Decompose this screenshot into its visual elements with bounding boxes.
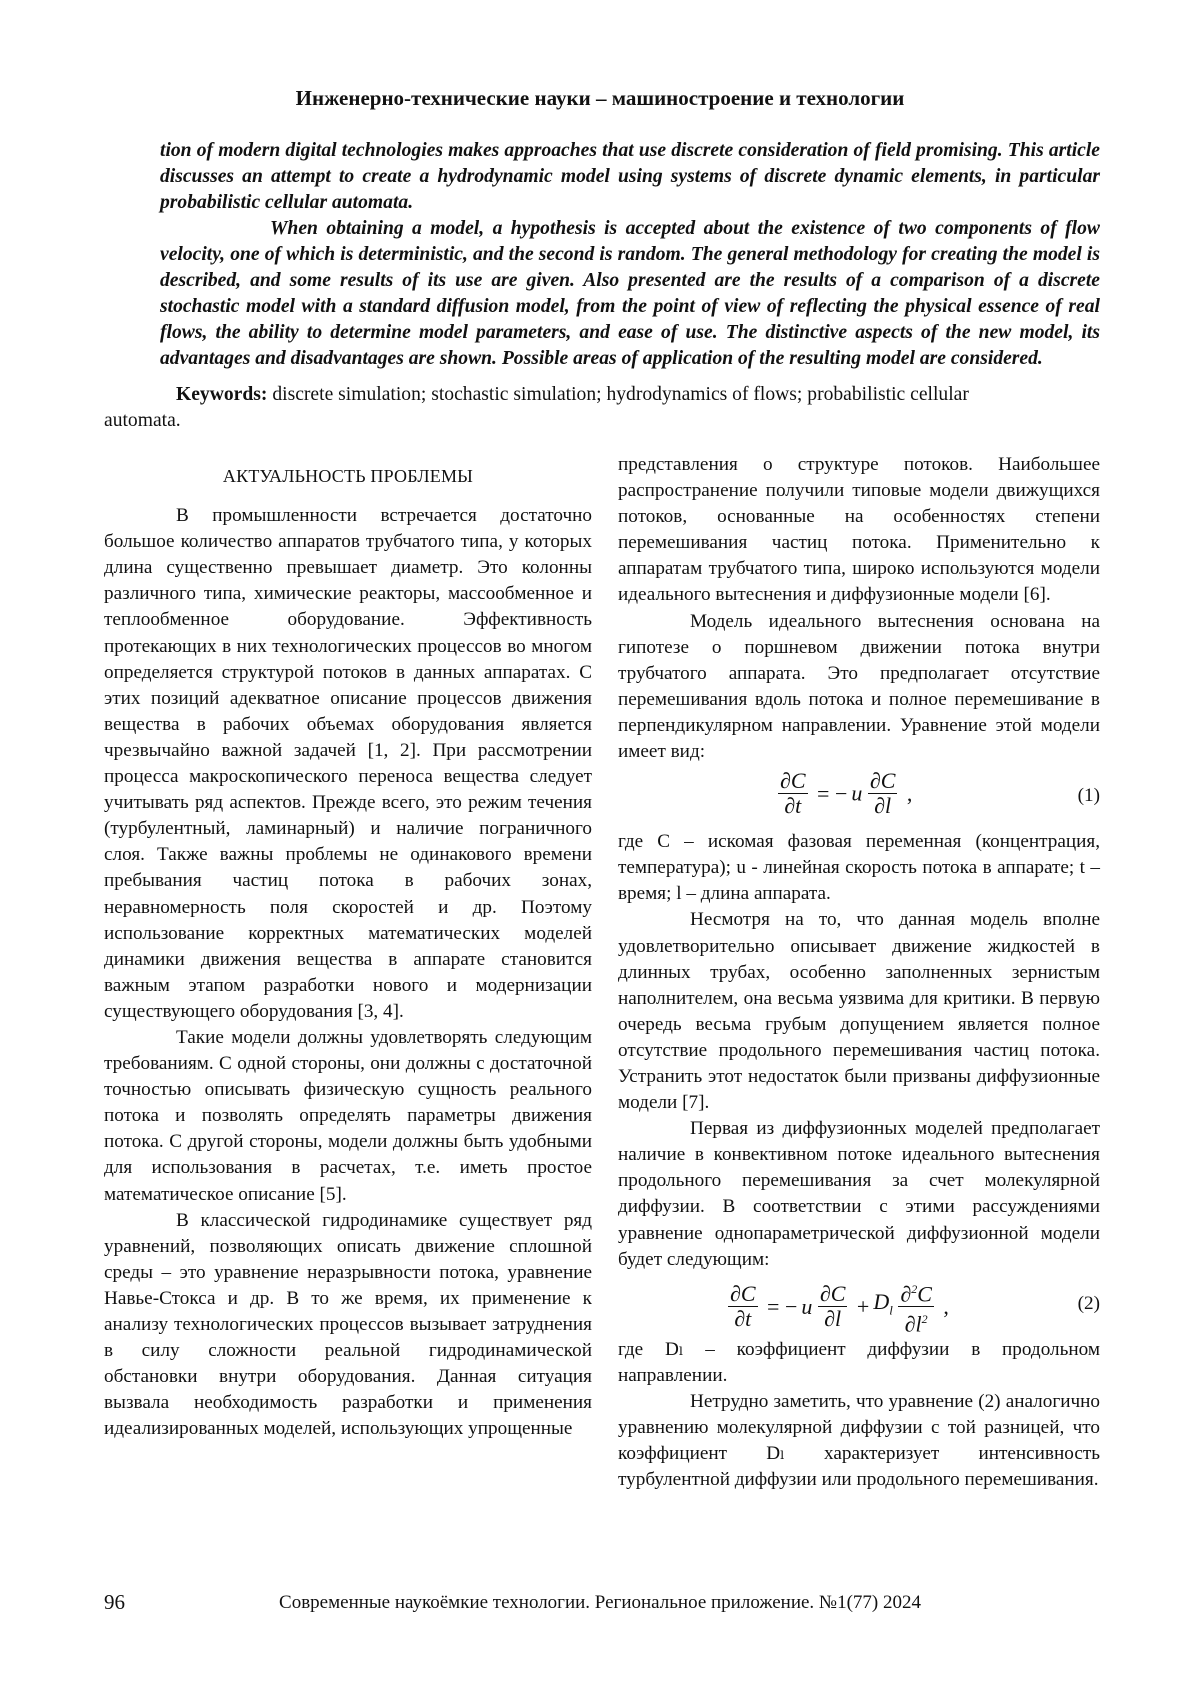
equation-1: $\frac{\partial C}{\partial t}$ = − u $\frac{\partial C}{\partial l}$ , (1) <box>780 768 1100 819</box>
equation-2: $\frac{\partial C}{\partial t}$ = − u $\frac{\partial C}{\partial l}$ + $D_l$ $\frac{\partial^2C}{\partial l^2}$ , (2) <box>618 1277 1100 1333</box>
left-column <box>104 463 592 1442</box>
right-paragraph-7: Нетрудно заметить, что уравнение (2) аналогично уравнению молекулярной диффузии с той разницей, что коэффициент Dₗ характеризует интенсивность турбулентной диффузии или продольного перемешивания. <box>618 1390 1100 1491</box>
section-title: АКТУАЛЬНОСТЬ ПРОБЛЕМЫ <box>222 466 474 486</box>
right-paragraph-3: где C – искомая фазовая переменная (концентрация, температура); u - линейная скорость потока в аппарате; t – время; l – длина аппарата. <box>618 831 1100 905</box>
abstract <box>160 138 1100 372</box>
left-paragraph-2: Такие модели должны удовлетворять следующим требованиям. С одной стороны, они должны с достаточной точностью описывать физическую сущность реального потока и позволять определять параметры движения потока. С другой стороны, модели должны быть удобными для использования в расчетах, т.е. иметь простое математическое описание [5]. <box>104 1026 592 1205</box>
journal-title: Современные наукоёмкие технологии. Региональное приложение. №1(77) 2024 <box>279 1592 921 1613</box>
right-paragraph-2: Модель идеального вытеснения основана на гипотезе о поршневом движении потока внутри трубчатого аппарата. Это предполагает отсутствие перемешивания вдоль потока и полное перемешивание в перпендикулярном направлении. Уравнение этой модели имеет вид: <box>618 610 1100 763</box>
page-number: 96 <box>104 1590 125 1614</box>
left-paragraph-1: В промышленности встречается достаточно большое количество аппаратов трубчатого типа, у которых длина существенно превышает диаметр. Это колонны различного типа, химические реакторы, массообменное и теплообменное оборудование. Эффективность протекающих в них технологических процессов во многом определяется структурой потоков в данных аппаратах. С этих позиций адекватное описание процессов движения вещества в рабочих объемах оборудования является чрезвычайно важной задачей [1, 2]. При рассмотрении процесса макроскопического переноса вещества следует учитывать ряд аспектов. Прежде всего, это режим течения (турбулентный, ламинарный) и наличие пограничного слоя. Также важны проблемы не одинакового времени пребывания частиц потока в рабочих зонах, неравномерность поля скоростей и др. Поэтому использование корректных математических моделей динамики движения вещества в аппарате становится важным этапом разработки нового и модернизации существующего оборудования [3, 4]. <box>104 505 592 1022</box>
right-paragraph-4: Несмотря на то, что данная модель вполне удовлетворительно описывает движение жидкостей в длинных трубах, особенно заполненных зернистым наполнителем, она весьма уязвима для критики. В первую очередь весьма грубым допущением является полное отсутствие продольного перемешивания частиц потока. Устранить этот недостаток были призваны диффузионные модели [7]. <box>618 909 1100 1114</box>
keywords <box>104 382 1104 434</box>
equation-2-number: (2) <box>1077 1292 1100 1314</box>
keywords-text-line2: automata. <box>104 410 181 431</box>
keywords-label: Keywords: <box>176 384 268 405</box>
abstract-paragraph-2: When obtaining a model, a hypothesis is accepted about the existence of two components of flow velocity, one of which is deterministic, and the second is random. The general methodology for creating the model is described, and some results of its use are given. Also presented are the results of a comparison of a discrete stochastic model with a standard diffusion model, from the point of view of reflecting the physical essence of real flows, the ability to determine model parameters, and ease of use. The distinctive aspects of the new model, its advantages and disadvantages are shown. Possible areas of application of the resulting model are considered. <box>160 218 1100 369</box>
keywords-text-line1: discrete simulation; stochastic simulation; hydrodynamics of flows; probabilistic cellular <box>267 384 969 405</box>
equation-1-number: (1) <box>1077 785 1100 807</box>
right-paragraph-6: где Dₗ – коэффициент диффузии в продольном направлении. <box>618 1338 1100 1386</box>
abstract-paragraph-1: tion of modern digital technologies makes approaches that use discrete consideration of field promising. This article discusses an attempt to create a hydrodynamic model using systems of discrete dynamic elements, in particular probabilistic cellular automata. <box>160 140 1100 213</box>
running-title: Инженерно-технические науки – машиностроение и технологии <box>295 86 905 110</box>
left-paragraph-3: В классической гидродинамике существует ряд уравнений, позволяющих описать движение сплошной среды – это уравнение неразрывности потока, уравнение Навье-Стокса и др. В то же время, их применение к анализу технологических процессов вызывает затруднения в силу сложности реальной гидродинамической обстановки внутри оборудования. Данная ситуация вызвала необходимость разработки и применения идеализированных моделей, использующих упрощенные <box>104 1209 592 1440</box>
right-paragraph-1: представления о структуре потоков. Наибольшее распространение получили типовые модели движущихся потоков, основанные на особенностях степени перемешивания частиц потока. Применительно к аппаратам трубчатого типа, широко используются модели идеального вытеснения и диффузионные модели [6]. <box>618 454 1100 606</box>
right-column <box>618 452 1100 1493</box>
right-paragraph-5: Первая из диффузионных моделей предполагает наличие в конвективном потоке идеального вытеснения продольного перемешивания за счет молекулярной диффузии. В соответствии с этими рассуждениями уравнение однопараметрической диффузионной модели будет следующим: <box>618 1118 1100 1270</box>
